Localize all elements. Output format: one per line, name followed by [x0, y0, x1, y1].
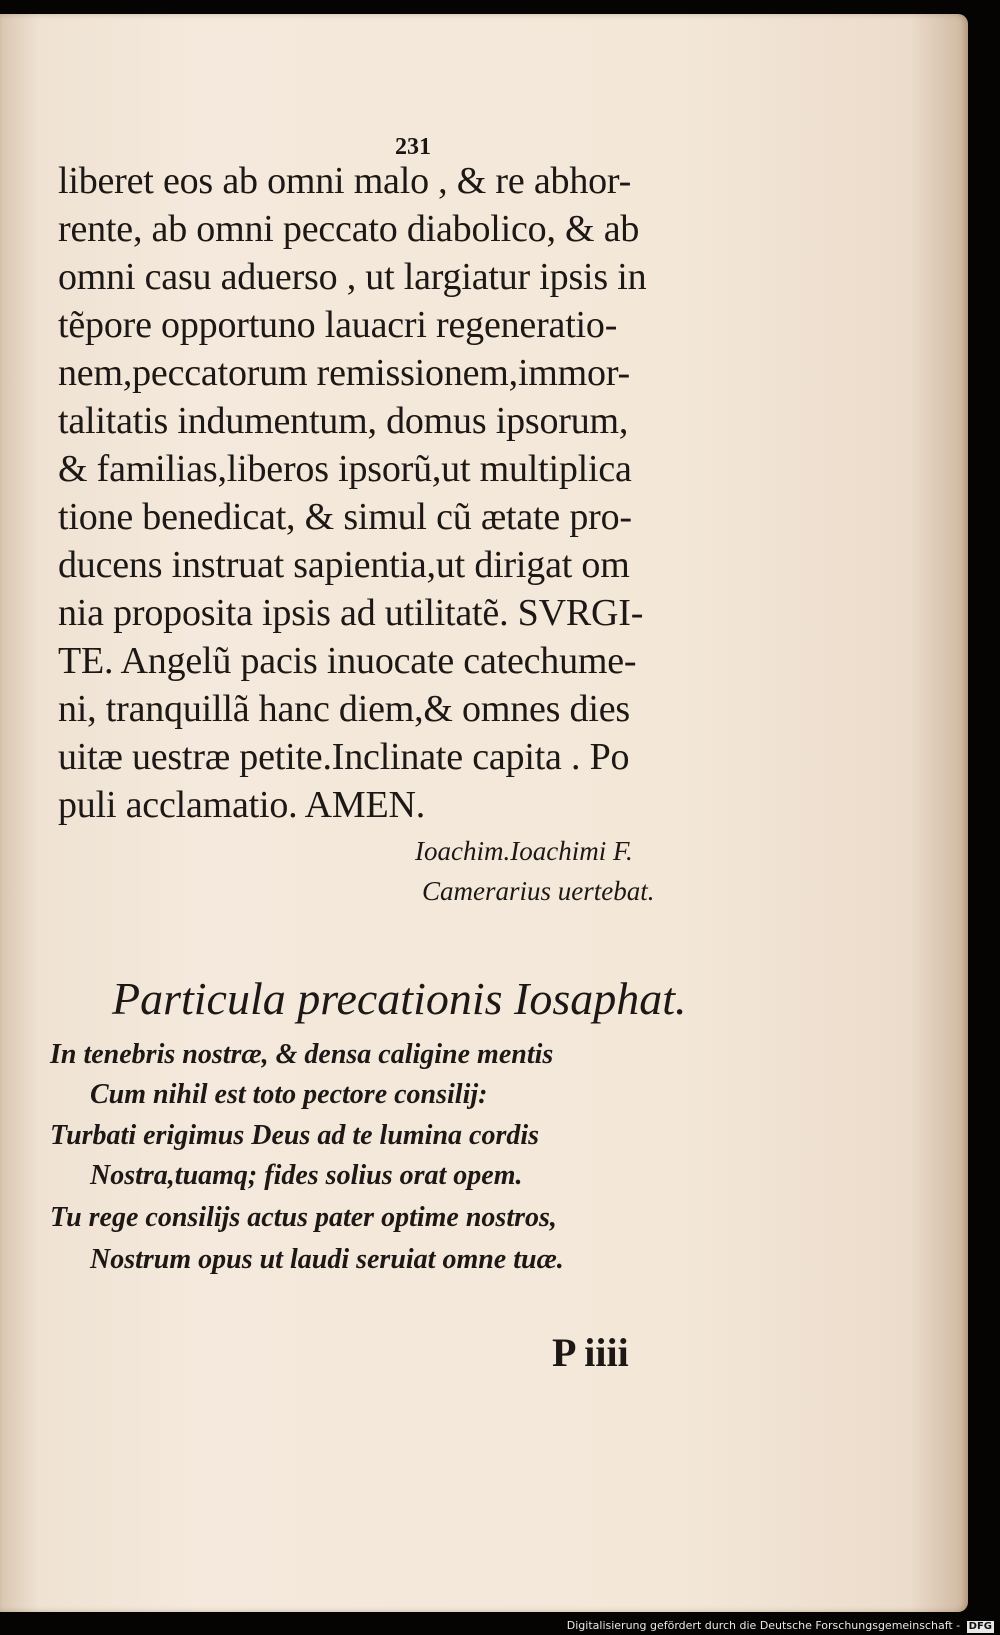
text-line: & familias,liberos ipsorũ,ut multiplica	[58, 448, 632, 490]
text-line: omni casu aduerso , ut largiatur ipsis in	[58, 256, 647, 298]
verse-line: Nostrum opus ut laudi seruiat omne tuæ.	[90, 1244, 564, 1275]
text-line: rente, ab omni peccato diabolico, & ab	[58, 208, 640, 250]
digitization-credit	[567, 1619, 994, 1633]
verse-line: Turbati erigimus Deus ad te lumina cordis	[50, 1120, 540, 1151]
text-line: talitatis indumentum, domus ipsorum,	[58, 400, 629, 442]
text-line: ni, tranquillã hanc diem,& omnes dies	[58, 688, 630, 730]
verse-line: Nostra,tuamq; fides solius orat opem.	[90, 1160, 523, 1191]
text-line: nia proposita ipsis ad utilitatẽ. SVRGI-	[58, 592, 644, 634]
text-line: tione benedicat, & simul cũ ætate pro-	[58, 496, 632, 538]
translator-line: Camerarius uertebat.	[422, 876, 655, 906]
text-line: ducens instruat sapientia,ut dirigat om	[58, 544, 630, 586]
text-line: tẽpore opportuno lauacri regeneratio-	[58, 304, 618, 346]
verse-line: Cum nihil est toto pectore consilij:	[90, 1079, 488, 1110]
credit-text: Digitalisierung gefördert durch die Deutsche Forschungsgemeinschaft -	[566, 1619, 961, 1632]
text-line: puli acclamatio. AMEN.	[58, 784, 426, 826]
dfg-logo: DFG	[968, 1621, 992, 1632]
text-line: nem,peccatorum remissionem,immor-	[58, 352, 630, 394]
signature-mark: P iiii	[552, 1330, 629, 1375]
verse-line: In tenebris nostræ, & densa caligine mentis	[50, 1039, 554, 1070]
book-page	[0, 14, 968, 1612]
text-line: TE. Angelũ pacis inuocate catechume-	[58, 640, 637, 682]
page-number: 231	[395, 134, 431, 160]
poem-title: Particula precationis Iosaphat.	[112, 973, 687, 1024]
text-line: uitæ uestræ petite.Inclinate capita . Po	[58, 736, 630, 778]
translator-line: Ioachim.Ioachimi F.	[415, 836, 633, 866]
text-line: liberet eos ab omni malo , & re abhor-	[58, 160, 632, 202]
verse-line: Tu rege consilijs actus pater optime nostros,	[50, 1202, 557, 1233]
